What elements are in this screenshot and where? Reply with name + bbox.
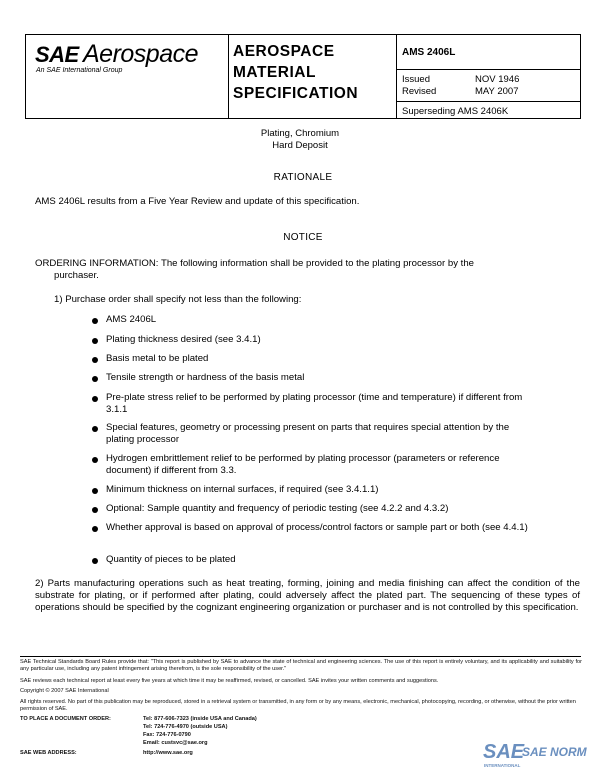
bullet-dot (92, 318, 98, 324)
header-divider-3 (396, 69, 581, 70)
bullet-dot (92, 457, 98, 463)
order-label: TO PLACE A DOCUMENT ORDER: (20, 716, 111, 722)
bullet-dot (92, 357, 98, 363)
purchase-order-item: 1) Purchase order shall specify not less than the following: (54, 294, 302, 305)
revised-date: MAY 2007 (475, 86, 519, 97)
fax-number: Fax: 724-776-0790 (143, 732, 191, 738)
bullet-item: Basis metal to be plated (106, 353, 209, 364)
ordering-info-line1: ORDERING INFORMATION: The following information shall be provided to the plating processor by the (35, 258, 475, 269)
header-divider-1 (228, 34, 229, 119)
header-divider-4 (396, 101, 581, 102)
bullet-dot (92, 426, 98, 432)
watermark-brand: SAE (483, 741, 525, 763)
bullet-item: Plating thickness desired (see 3.4.1) (106, 334, 261, 345)
issued-label: Issued (402, 74, 430, 85)
footer-review: SAE reviews each technical report at least every five years at which time it may be reaffirmed, revised, or cancelled. SAE invites your written comments and suggestions. (20, 678, 439, 684)
issued-date: NOV 1946 (475, 74, 520, 85)
doc-number: AMS 2406L (402, 47, 456, 58)
sae-logo-mark: SAE (35, 42, 79, 67)
web-address-label: SAE WEB ADDRESS: (20, 750, 77, 756)
bullet-dot (92, 488, 98, 494)
phone-outside-usa: Tel: 724-776-4970 (outside USA) (143, 724, 228, 730)
bullet-item: Minimum thickness on internal surfaces, if required (see 3.4.1.1) (106, 484, 379, 495)
bullet-dot (92, 558, 98, 564)
phone-inside-usa: Tel: 877-606-7323 (inside USA and Canada) (143, 716, 257, 722)
bullet-dot (92, 376, 98, 382)
notice-heading: NOTICE (283, 232, 323, 243)
bullet-dot (92, 396, 98, 402)
bullet-item: AMS 2406L (106, 314, 157, 325)
doc-type-title: AEROSPACE MATERIAL SPECIFICATION (233, 43, 359, 102)
footer-policy: SAE Technical Standards Board Rules provide that: "This report is published by SAE to advance the state of technical and engineering sciences. The use of this report is entirely voluntary, and its applicability and suitability for any particular use, including any patent infringement arising therefrom, is the sole responsibility of the user." (20, 659, 582, 672)
customer-email[interactable]: Email: custsvc@sae.org (143, 740, 208, 746)
footer-divider (20, 656, 581, 657)
bullet-item: Special features, geometry or processing present on parts that requires special attention by the plating processor (106, 422, 510, 445)
bullet-item: Quantity of pieces to be plated (106, 554, 236, 565)
bullet-dot (92, 507, 98, 513)
bullet-dot (92, 526, 98, 532)
subject-line-2: Hard Deposit (272, 140, 328, 151)
rationale-heading: RATIONALE (273, 172, 333, 183)
header-divider-2 (396, 34, 397, 119)
web-address-link[interactable]: http://www.sae.org (143, 750, 193, 756)
bullet-item: Pre-plate stress relief to be performed by plating processor (time and temperature) if different from 3.1.1 (106, 392, 523, 415)
footer-rights: All rights reserved. No part of this publication may be reproduced, stored in a retrieval system or transmitted, in any form or by any means, electronic, mechanical, photocopying, recording, or otherwise, without the prior written permission of SAE. (20, 699, 576, 712)
bullet-item: Hydrogen embrittlement relief to be performed by plating processor (parameters or reference document) if different from 3.3. (106, 453, 500, 476)
footer-copyright: Copyright © 2007 SAE International (20, 688, 109, 694)
logo-tagline: An SAE International Group (36, 67, 123, 74)
bullet-item: Optional: Sample quantity and frequency of periodic testing (see 4.2.2 and 4.3.2) (106, 503, 449, 514)
aerospace-logo-text: Aerospace (83, 40, 199, 68)
watermark-subtext: INTERNATIONAL (484, 763, 521, 768)
ordering-info-line2: purchaser. (54, 270, 99, 281)
manufacturing-operations-note: 2) Parts manufacturing operations such as heat treating, forming, joining and media finishing can affect the condition of the substrate for plating, or if performed after plating, could adversely affect the plated part. The sequencing of these types of operations should be specified by the cognizant engineering organization or purchaser and is not controlled by this specification. (35, 578, 580, 613)
bullet-item: Whether approval is based on approval of process/control factors or sample part or both (see 4.4.1) (106, 522, 528, 533)
revised-label: Revised (402, 86, 437, 97)
subject-line-1: Plating, Chromium (260, 128, 340, 139)
bullet-dot (92, 338, 98, 344)
superseding-note: Superseding AMS 2406K (402, 106, 509, 117)
bullet-item: Tensile strength or hardness of the basis metal (106, 372, 305, 383)
rationale-text: AMS 2406L results from a Five Year Review and update of this specification. (35, 196, 360, 207)
watermark-text: SAE NORM (522, 745, 587, 759)
